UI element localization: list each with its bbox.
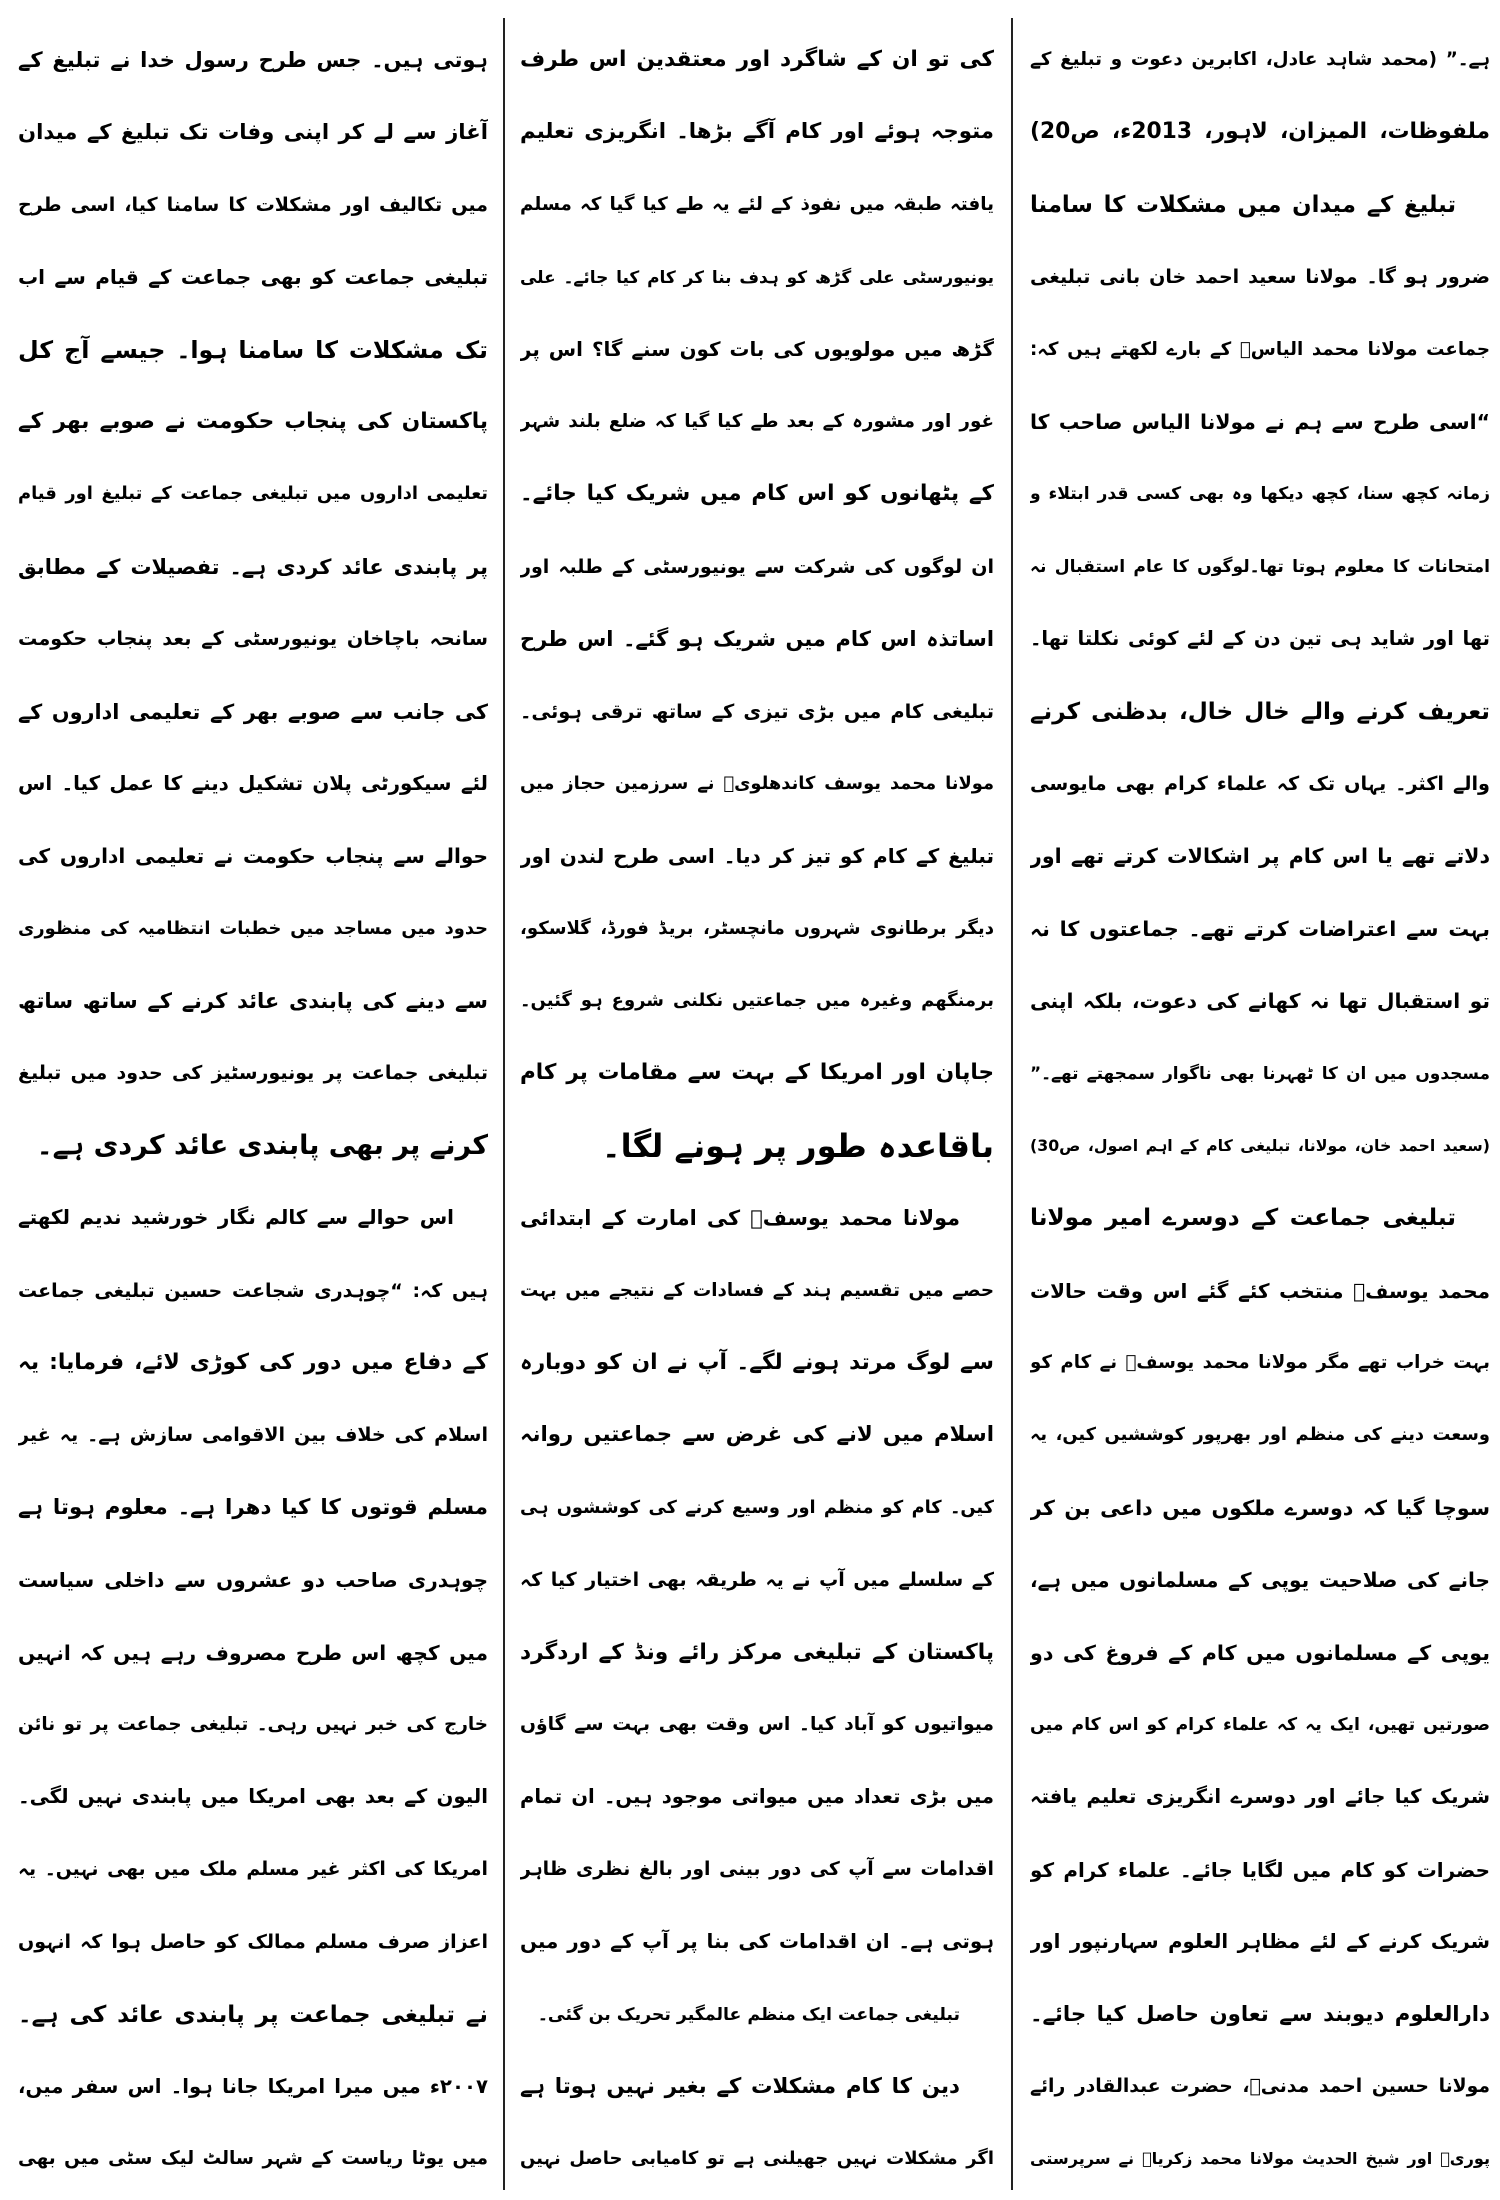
text-line: امریکا کی اکثر غیر مسلم ملک میں بھی نہیں۔ یہ <box>18 1858 488 1880</box>
text-line: پوریؒ اور شیخ الحدیث مولانا محمد زکریاؒ نے سرپرستی <box>1030 2149 1490 2169</box>
text-line: مولانا حسین احمد مدنیؒ، حضرت عبدالقادر رائے <box>1030 2075 1490 2097</box>
text-line: گڑھ میں مولویوں کی بات کون سنے گا؟ اس پر <box>520 337 994 361</box>
text-line: یونیورسٹی علی گڑھ کو ہدف بنا کر کام کیا جائے۔ علی <box>520 267 994 288</box>
text-line: برمنگھم وغیرہ میں جماعتیں نکلنی شروع ہو گئیں۔ <box>520 990 994 1012</box>
text-line: مسجدوں میں ان کا ٹھہرنا بھی ناگوار سمجھتے تھے۔” <box>1030 1063 1490 1084</box>
text-line: لئے سیکورٹی پلان تشکیل دینے کا عمل کیا۔ اس <box>18 771 488 795</box>
text-line: ہوتی ہے۔ ان اقدامات کی بنا پر آپ کے دور میں <box>520 1930 994 1954</box>
text-line: حصے میں تقسیم ہند کے فسادات کے نتیجے میں بہت <box>520 1279 994 1301</box>
text-line: اساتذہ اس کام میں شریک ہو گئے۔ اس طرح <box>520 627 994 652</box>
paragraph-start-line: اس حوالے سے کالم نگار خورشید ندیم لکھتے <box>18 1206 454 1230</box>
text-line: کی تو ان کے شاگرد اور معتقدین اس طرف <box>520 47 994 72</box>
text-line: اقدامات سے آپ کی دور بینی اور بالغ نظری ظاہر <box>520 1858 994 1880</box>
text-line: تعریف کرنے والے خال خال، بدظنی کرنے <box>1030 698 1490 725</box>
text-line: سے دینے کی پابندی عائد کرنے کے ساتھ ساتھ <box>18 988 488 1014</box>
text-line: ۲۰۰۷ء میں میرا امریکا جانا ہوا۔ اس سفر میں، <box>18 2074 488 2098</box>
paragraph-end-line: کرنے پر بھی پابندی عائد کردی ہے۔ <box>36 1129 488 1161</box>
text-line: تبلیغ کے کام کو تیز کر دیا۔ اسی طرح لندن اور <box>520 844 994 869</box>
text-line: “اسی طرح سے ہم نے مولانا الیاس صاحب کا <box>1030 409 1490 434</box>
text-line: ہے۔” (محمد شاہد عادل، اکابرین دعوت و تبلیغ کے <box>1030 49 1490 70</box>
text-line: تعلیمی اداروں میں تبلیغی جماعت کے تبلیغ اور قیام <box>18 483 488 505</box>
text-line: میں کچھ اس طرح مصروف رہے ہیں کہ انہیں <box>18 1640 488 1665</box>
text-line: دیگر برطانوی شہروں مانچسٹر، بریڈ فورڈ، گلاسکو، <box>520 917 994 939</box>
text-line: امتحانات کا معلوم ہوتا تھا۔لوگوں کا عام استقبال نہ <box>1030 556 1490 577</box>
text-line: کے پٹھانوں کو اس کام میں شریک کیا جائے۔ <box>520 481 994 507</box>
text-line: پاکستان کی پنجاب حکومت نے صوبے بھر کے <box>18 408 488 434</box>
text-line: تبلیغی جماعت پر یونیورسٹیز کی حدود میں تبلیغ <box>18 1062 488 1085</box>
text-line: محمد یوسفؒ منتخب کئے گئے اس وقت حالات <box>1030 1278 1490 1303</box>
text-line: نے تبلیغی جماعت پر پابندی عائد کی ہے۔ <box>18 2000 488 2028</box>
text-line: وسعت دینے کی منظم اور بھرپور کوششیں کیں، یہ <box>1030 1424 1490 1446</box>
text-line: جاپان اور امریکا کے بہت سے مقامات پر کام <box>520 1060 994 1086</box>
paragraph-start-line: دین کا کام مشکلات کے بغیر نہیں ہوتا ہے <box>520 2073 960 2099</box>
text-line: یوپی کے مسلمانوں میں کام کے فروغ کی دو <box>1030 1640 1490 1665</box>
text-line: اسلام میں لانے کی غرض سے جماعتیں روانہ <box>520 1422 994 1448</box>
text-line: دارالعلوم دیوبند سے تعاون حاصل کیا جائے۔ <box>1030 2001 1490 2027</box>
text-line: پر پابندی عائد کردی ہے۔ تفصیلات کے مطابق <box>18 554 488 579</box>
paragraph-end-line: تبلیغی جماعت ایک منظم عالمگیر تحریک بن گئی۔ <box>537 2004 960 2025</box>
text-line: اگر مشکلات نہیں جھیلنی ہے تو کامیابی حاصل نہیں <box>520 2148 994 2170</box>
text-line: جانے کی صلاحیت یوپی کے مسلمانوں میں ہے، <box>1030 1568 1490 1593</box>
text-line: کے سلسلے میں آپ نے یہ طریقہ بھی اختیار کیا کہ <box>520 1569 994 1592</box>
paragraph-start-line: مولانا محمد یوسفؒ کی امارت کے ابتدائی <box>520 1206 960 1231</box>
text-line: میواتیوں کو آباد کیا۔ اس وقت بھی بہت سے گاؤں <box>520 1713 994 1735</box>
text-line: پاکستان کے تبلیغی مرکز رائے ونڈ کے اردگرد <box>520 1639 994 1665</box>
text-line: کیں۔ کام کو منظم اور وسیع کرنے کی کوششوں ہی <box>520 1496 994 1518</box>
paragraph-start-line: مولانا محمد یوسف کاندھلویؒ نے سرزمین حجاز میں <box>520 772 994 794</box>
text-line: کی جانب سے صوبے بھر کے تعلیمی اداروں کے <box>18 699 488 724</box>
middle-column <box>520 24 994 2196</box>
right-column <box>1030 24 1490 2196</box>
text-line: مسلم قوتوں کا کیا دھرا ہے۔ معلوم ہوتا ہے <box>18 1494 488 1520</box>
text-line: دلاتے تھے یا اس کام پر اشکالات کرتے تھے اور <box>1030 844 1490 869</box>
text-line: ہوتی ہیں۔ جس طرح رسول خدا نے تبلیغ کے <box>18 47 488 72</box>
text-line: تبلیغی کام میں بڑی تیزی کے ساتھ ترقی ہوئی۔ <box>520 699 994 723</box>
text-line: بہت سے اعتراضات کرتے تھے۔ جماعتوں کا نہ <box>1030 916 1490 941</box>
text-line: حدود میں مساجد میں خطبات انتظامیہ کی منظوری <box>18 917 488 939</box>
text-line: متوجہ ہوئے اور کام آگے بڑھا۔ انگریزی تعلیم <box>520 119 994 145</box>
text-line: اسلام کی خلاف بین الاقوامی سازش ہے۔ یہ غیر <box>18 1423 488 1447</box>
text-line: سوچا گیا کہ دوسرے ملکوں میں داعی بن کر <box>1030 1495 1490 1520</box>
text-line: غور اور مشورہ کے بعد طے کیا گیا کہ ضلع بلند شہر <box>520 410 994 432</box>
text-line: تبلیغی جماعت کو بھی جماعت کے قیام سے اب <box>18 265 488 290</box>
column-divider <box>503 18 505 2190</box>
text-line: تک مشکلات کا سامنا ہوا۔ جیسے آج کل <box>18 335 488 364</box>
text-line: سے لوگ مرتد ہونے لگے۔ آپ نے ان کو دوبارہ <box>520 1350 994 1376</box>
text-line: آغاز سے لے کر اپنی وفات تک تبلیغ کے میدان <box>18 119 488 145</box>
text-line: تھا اور شاید ہی تین دن کے لئے کوئی نکلتا تھا۔ <box>1030 627 1490 651</box>
text-line: زمانہ کچھ سنا، کچھ دیکھا وہ بھی کسی قدر ابتلاء و <box>1030 484 1490 505</box>
text-line: یافتہ طبقہ میں نفوذ کے لئے یہ طے کیا گیا کہ مسلم <box>520 193 994 215</box>
text-line: اعزاز صرف مسلم ممالک کو حاصل ہوا کہ انہوں <box>18 1931 488 1954</box>
text-line: شریک کیا جائے اور دوسرے انگریزی تعلیم یافتہ <box>1030 1785 1490 1809</box>
paragraph-start-line: تبلیغ کے میدان میں مشکلات کا سامنا <box>1030 191 1456 218</box>
citation-line: (سعید احمد خان، مولانا، تبلیغی کام کے اہم اصول، ص30) <box>1030 1135 1490 1155</box>
text-line: ملفوظات، المیزان، لاہور، 2013ء، ص20) <box>1030 119 1490 145</box>
text-line: میں یوٹا ریاست کے شہر سالٹ لیک سٹی میں بھی <box>18 2148 488 2170</box>
column-divider <box>1011 18 1013 2190</box>
paragraph-start-line: تبلیغی جماعت کے دوسرے امیر مولانا <box>1030 1204 1456 1232</box>
left-column <box>18 24 488 2196</box>
text-line: سانحہ باچاخان یونیورسٹی کے بعد پنجاب حکومت <box>18 627 488 651</box>
text-line: بہت خراب تھے مگر مولانا محمد یوسفؒ نے کام کو <box>1030 1352 1490 1374</box>
paragraph-end-line: باقاعدہ طور پر ہونے لگا۔ <box>601 1126 994 1165</box>
text-line: کے دفاع میں دور کی کوڑی لائے، فرمایا: یہ <box>18 1350 488 1376</box>
text-line: حضرات کو کام میں لگایا جائے۔ علماء کرام کو <box>1030 1857 1490 1882</box>
text-line: تو استقبال تھا نہ کھانے کی دعوت، بلکہ اپنی <box>1030 989 1490 1014</box>
text-line: صورتیں تھیں، ایک یہ کہ علماء کرام کو اس کام میں <box>1030 1714 1490 1735</box>
text-line: حوالے سے پنجاب حکومت نے تعلیمی اداروں کی <box>18 844 488 869</box>
text-line: شریک کرنے کے لئے مظاہر العلوم سہارنپور اور <box>1030 1930 1490 1954</box>
text-line: خارج کی خبر نہیں رہی۔ تبلیغی جماعت پر تو نائن <box>18 1713 488 1735</box>
text-line: الیون کے بعد بھی امریکا میں پابندی نہیں لگی۔ <box>18 1785 488 1809</box>
text-line: والے اکثر۔ یہاں تک کہ علماء کرام بھی مایوسی <box>1030 771 1490 795</box>
text-line: جماعت مولانا محمد الیاسؒ کے بارے لکھتے ہیں کہ: <box>1030 338 1490 360</box>
text-line: ان لوگوں کی شرکت سے یونیورسٹی کے طلبہ اور <box>520 555 994 578</box>
text-line: میں تکالیف اور مشکلات کا سامنا کیا، اسی طرح <box>18 192 488 216</box>
text-line: میں بڑی تعداد میں میواتی موجود ہیں۔ ان تمام <box>520 1785 994 1809</box>
text-line: چوہدری صاحب دو عشروں سے داخلی سیاست <box>18 1568 488 1593</box>
text-line: ہیں کہ: “چوہدری شجاعت حسین تبلیغی جماعت <box>18 1279 488 1302</box>
text-line: ضرور ہو گا۔ مولانا سعید احمد خان بانی تبلیغی <box>1030 266 1490 289</box>
